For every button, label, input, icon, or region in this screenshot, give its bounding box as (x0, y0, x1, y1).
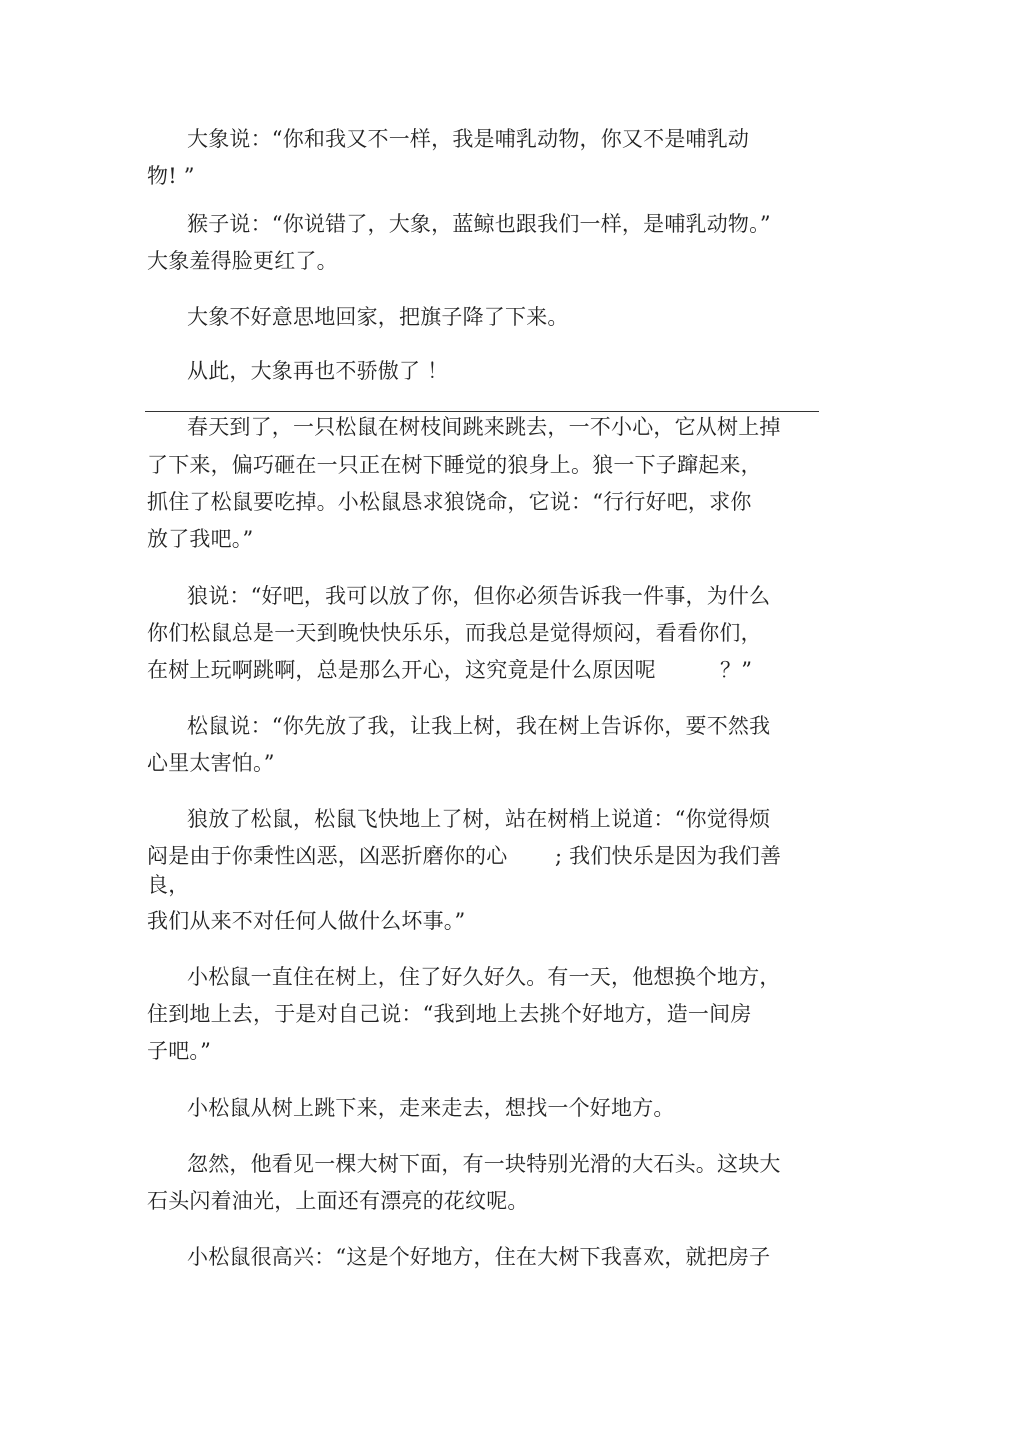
text-line: 心里太害怕。” (147, 751, 275, 775)
text-line: 小松鼠很高兴：“这是个好地方，住在大树下我喜欢，就把房子 (187, 1245, 771, 1269)
text-line: 从此，大象再也不骄傲了 ！ (187, 359, 449, 383)
text-line: 抓住了松鼠要吃掉。小松鼠恳求狼饶命，它说：“行行好吧，求你 (147, 490, 752, 514)
text-line: 住到地上去，于是对自己说：“我到地上去挑个好地方，造一间房 (147, 1002, 752, 1026)
text-line: 大象羞得脸更红了。 (147, 249, 338, 273)
text-line: 大象不好意思地回家，把旗子降了下来。 (187, 305, 569, 329)
text-line: 石头闪着油光，上面还有漂亮的花纹呢。 (147, 1189, 529, 1213)
text-line: 小松鼠从树上跳下来，走来走去，想找一个好地方。 (187, 1096, 675, 1120)
text-line: 春天到了，一只松鼠在树枝间跳来跳去，一不小心，它从树上掉 (187, 415, 781, 439)
text-line: 狼说：“好吧，我可以放了你，但你必须告诉我一件事，为什么 (187, 584, 771, 608)
text-line: 了下来，偏巧砸在一只正在树下睡觉的狼身上。狼一下子蹿起来， (147, 453, 762, 477)
text-line: 放了我吧。” (147, 527, 254, 551)
text-line: 大象说：“你和我又不一样，我是哺乳动物，你又不是哺乳动 (187, 127, 750, 151)
text-line: ; 我们快乐是因为我们善 (555, 844, 782, 868)
text-line: ？” (720, 658, 753, 682)
text-line: 松鼠说：“你先放了我，让我上树，我在树上告诉你，要不然我 (187, 714, 771, 738)
text-line: 你们松鼠总是一天到晚快快乐乐，而我总是觉得烦闷，看看你们， (147, 621, 762, 645)
text-line: 我们从来不对任何人做什么坏事。” (147, 909, 466, 933)
section-divider (145, 411, 819, 412)
text-line: 狼放了松鼠，松鼠飞快地上了树，站在树梢上说道：“你觉得烦 (187, 807, 771, 831)
text-line: 忽然，他看见一棵大树下面，有一块特别光滑的大石头。这块大 (187, 1152, 781, 1176)
text-line: 物! ” (147, 164, 195, 188)
text-line: 猴子说：“你说错了，大象，蓝鲸也跟我们一样，是哺乳动物。” (187, 212, 771, 236)
text-line: 子吧。” (147, 1039, 212, 1063)
text-line: 小松鼠一直住在树上，住了好久好久。有一天，他想换个地方， (187, 965, 781, 989)
text-line: 闷是由于你秉性凶恶，凶恶折磨你的心 (147, 844, 508, 868)
text-line: 在树上玩啊跳啊，总是那么开心，这究竟是什么原因呢 (147, 658, 656, 682)
text-line: 良， (147, 873, 190, 897)
